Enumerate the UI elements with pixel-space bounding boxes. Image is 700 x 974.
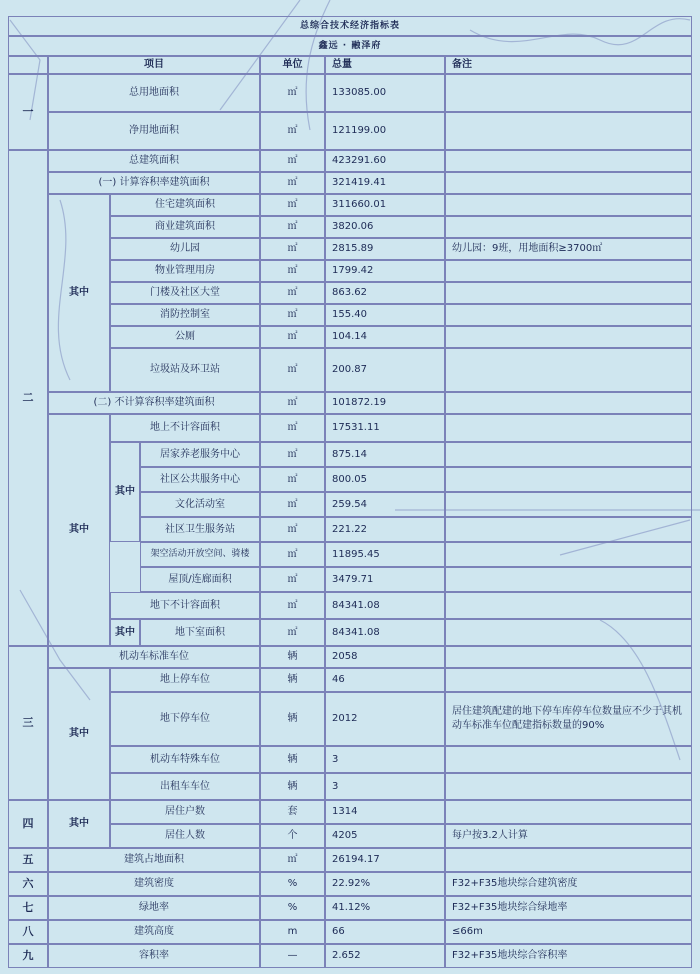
- item-label: 居家养老服务中心: [140, 442, 260, 467]
- item-label: 门楼及社区大堂: [110, 282, 260, 304]
- section-number-8: 八: [8, 920, 48, 944]
- unit-cell: ㎡: [260, 848, 325, 872]
- note-cell: ≤66m: [445, 920, 692, 944]
- value-cell: 875.14: [325, 442, 445, 467]
- value-cell: 423291.60: [325, 150, 445, 172]
- value-cell: 17531.11: [325, 414, 445, 442]
- header-item: 项目: [48, 56, 260, 74]
- unit-cell: 辆: [260, 692, 325, 746]
- header-unit: 单位: [260, 56, 325, 74]
- value-cell: 84341.08: [325, 619, 445, 646]
- unit-cell: ㎡: [260, 194, 325, 216]
- qizhong-label: 其中: [48, 800, 110, 848]
- unit-cell: m: [260, 920, 325, 944]
- note-cell: [445, 467, 692, 492]
- unit-cell: ㎡: [260, 592, 325, 619]
- unit-cell: ㎡: [260, 74, 325, 112]
- item-label: 公厕: [110, 326, 260, 348]
- note-cell: [445, 194, 692, 216]
- note-cell: F32+F35地块综合容积率: [445, 944, 692, 968]
- item-label: 总建筑面积: [48, 150, 260, 172]
- note-cell: [445, 260, 692, 282]
- unit-cell: ㎡: [260, 150, 325, 172]
- note-cell: 每户按3.2人计算: [445, 824, 692, 848]
- section-number-7: 七: [8, 896, 48, 920]
- note-cell: [445, 492, 692, 517]
- note-cell: [445, 668, 692, 692]
- value-cell: 11895.45: [325, 542, 445, 567]
- unit-cell: ㎡: [260, 282, 325, 304]
- item-label: 社区卫生服务站: [140, 517, 260, 542]
- note-cell: [445, 619, 692, 646]
- value-cell: 41.12%: [325, 896, 445, 920]
- note-cell: [445, 392, 692, 414]
- value-cell: 321419.41: [325, 172, 445, 194]
- value-cell: 46: [325, 668, 445, 692]
- unit-cell: ㎡: [260, 492, 325, 517]
- item-label: 文化活动室: [140, 492, 260, 517]
- item-label: 容积率: [48, 944, 260, 968]
- item-label: 机动车标准车位: [48, 646, 260, 668]
- value-cell: 2012: [325, 692, 445, 746]
- section-number-9: 九: [8, 944, 48, 968]
- value-cell: 121199.00: [325, 112, 445, 150]
- note-cell: [445, 150, 692, 172]
- item-label: 居住人数: [110, 824, 260, 848]
- note-cell: [445, 542, 692, 567]
- item-label: 总用地面积: [48, 74, 260, 112]
- value-cell: 221.22: [325, 517, 445, 542]
- unit-cell: ㎡: [260, 260, 325, 282]
- unit-cell: ㎡: [260, 517, 325, 542]
- item-label: 垃圾站及环卫站: [110, 348, 260, 392]
- header-note: 备注: [445, 56, 692, 74]
- unit-cell: %: [260, 896, 325, 920]
- item-label: 建筑高度: [48, 920, 260, 944]
- unit-cell: ㎡: [260, 172, 325, 194]
- note-cell: [445, 326, 692, 348]
- value-cell: 3820.06: [325, 216, 445, 238]
- header-total: 总量: [325, 56, 445, 74]
- note-cell: 居住建筑配建的地下停车库停车位数量应不少于其机动车标准车位配建指标数量的90%: [445, 692, 692, 746]
- value-cell: 2058: [325, 646, 445, 668]
- value-cell: 259.54: [325, 492, 445, 517]
- value-cell: 311660.01: [325, 194, 445, 216]
- note-cell: [445, 592, 692, 619]
- unit-cell: %: [260, 872, 325, 896]
- section-number-2: 二: [8, 150, 48, 646]
- unit-cell: —: [260, 944, 325, 968]
- value-cell: 2.652: [325, 944, 445, 968]
- section-number-3: 三: [8, 646, 48, 800]
- value-cell: 3479.71: [325, 567, 445, 592]
- item-label: 地上不计容面积: [110, 414, 260, 442]
- unit-cell: 套: [260, 800, 325, 824]
- unit-cell: ㎡: [260, 542, 325, 567]
- item-label: 绿地率: [48, 896, 260, 920]
- unit-cell: ㎡: [260, 392, 325, 414]
- note-cell: [445, 304, 692, 326]
- value-cell: 863.62: [325, 282, 445, 304]
- unit-cell: 个: [260, 824, 325, 848]
- unit-cell: ㎡: [260, 238, 325, 260]
- unit-cell: ㎡: [260, 216, 325, 238]
- item-label: 消防控制室: [110, 304, 260, 326]
- item-label: (二) 不计算容积率建筑面积: [48, 392, 260, 414]
- item-label: 地下停车位: [110, 692, 260, 746]
- unit-cell: 辆: [260, 746, 325, 773]
- note-cell: [445, 282, 692, 304]
- item-label: 架空活动开放空间、骑楼: [140, 542, 260, 567]
- value-cell: 2815.89: [325, 238, 445, 260]
- note-cell: [445, 216, 692, 238]
- unit-cell: 辆: [260, 646, 325, 668]
- note-cell: 幼儿园：9班，用地面积≥3700㎡: [445, 238, 692, 260]
- item-label: 住宅建筑面积: [110, 194, 260, 216]
- section-number-1: 一: [8, 74, 48, 150]
- qizhong-label: 其中: [48, 194, 110, 392]
- note-cell: [445, 172, 692, 194]
- section-number-4: 四: [8, 800, 48, 848]
- value-cell: 101872.19: [325, 392, 445, 414]
- item-label: 物业管理用房: [110, 260, 260, 282]
- unit-cell: ㎡: [260, 442, 325, 467]
- note-cell: [445, 567, 692, 592]
- item-label: 出租车车位: [110, 773, 260, 800]
- value-cell: 4205: [325, 824, 445, 848]
- item-label: 建筑密度: [48, 872, 260, 896]
- table-title: 总综合技术经济指标表: [8, 16, 692, 36]
- unit-cell: ㎡: [260, 112, 325, 150]
- note-cell: [445, 74, 692, 112]
- qizhong-label: 其中: [110, 619, 140, 646]
- item-label: (一) 计算容积率建筑面积: [48, 172, 260, 194]
- value-cell: 800.05: [325, 467, 445, 492]
- value-cell: 84341.08: [325, 592, 445, 619]
- value-cell: 133085.00: [325, 74, 445, 112]
- item-label: 屋顶/连廊面积: [140, 567, 260, 592]
- value-cell: 1314: [325, 800, 445, 824]
- value-cell: 3: [325, 746, 445, 773]
- note-cell: [445, 414, 692, 442]
- unit-cell: ㎡: [260, 467, 325, 492]
- item-label: 居住户数: [110, 800, 260, 824]
- item-label: 净用地面积: [48, 112, 260, 150]
- header-blank: [8, 56, 48, 74]
- unit-cell: ㎡: [260, 326, 325, 348]
- item-label: 幼儿园: [110, 238, 260, 260]
- value-cell: 155.40: [325, 304, 445, 326]
- unit-cell: ㎡: [260, 567, 325, 592]
- note-cell: F32+F35地块综合绿地率: [445, 896, 692, 920]
- note-cell: [445, 746, 692, 773]
- table-subtitle: 鑫远 · 融泽府: [8, 36, 692, 56]
- value-cell: 26194.17: [325, 848, 445, 872]
- note-cell: F32+F35地块综合建筑密度: [445, 872, 692, 896]
- note-cell: [445, 517, 692, 542]
- item-label: 地上停车位: [110, 668, 260, 692]
- item-label: 地下不计容面积: [110, 592, 260, 619]
- value-cell: 1799.42: [325, 260, 445, 282]
- qizhong-label: 其中: [48, 668, 110, 800]
- section-number-5: 五: [8, 848, 48, 872]
- note-cell: [445, 773, 692, 800]
- qizhong-label: 其中: [110, 442, 140, 542]
- section-number-6: 六: [8, 872, 48, 896]
- unit-cell: ㎡: [260, 348, 325, 392]
- item-label: 机动车特殊车位: [110, 746, 260, 773]
- item-label: 建筑占地面积: [48, 848, 260, 872]
- unit-cell: 辆: [260, 773, 325, 800]
- note-cell: [445, 848, 692, 872]
- unit-cell: ㎡: [260, 414, 325, 442]
- value-cell: 66: [325, 920, 445, 944]
- unit-cell: ㎡: [260, 619, 325, 646]
- unit-cell: 辆: [260, 668, 325, 692]
- value-cell: 200.87: [325, 348, 445, 392]
- item-label: 商业建筑面积: [110, 216, 260, 238]
- item-label: 地下室面积: [140, 619, 260, 646]
- note-cell: [445, 348, 692, 392]
- value-cell: 3: [325, 773, 445, 800]
- note-cell: [445, 800, 692, 824]
- note-cell: [445, 112, 692, 150]
- value-cell: 104.14: [325, 326, 445, 348]
- unit-cell: ㎡: [260, 304, 325, 326]
- value-cell: 22.92%: [325, 872, 445, 896]
- qizhong-label: 其中: [48, 414, 110, 646]
- item-label: 社区公共服务中心: [140, 467, 260, 492]
- note-cell: [445, 442, 692, 467]
- note-cell: [445, 646, 692, 668]
